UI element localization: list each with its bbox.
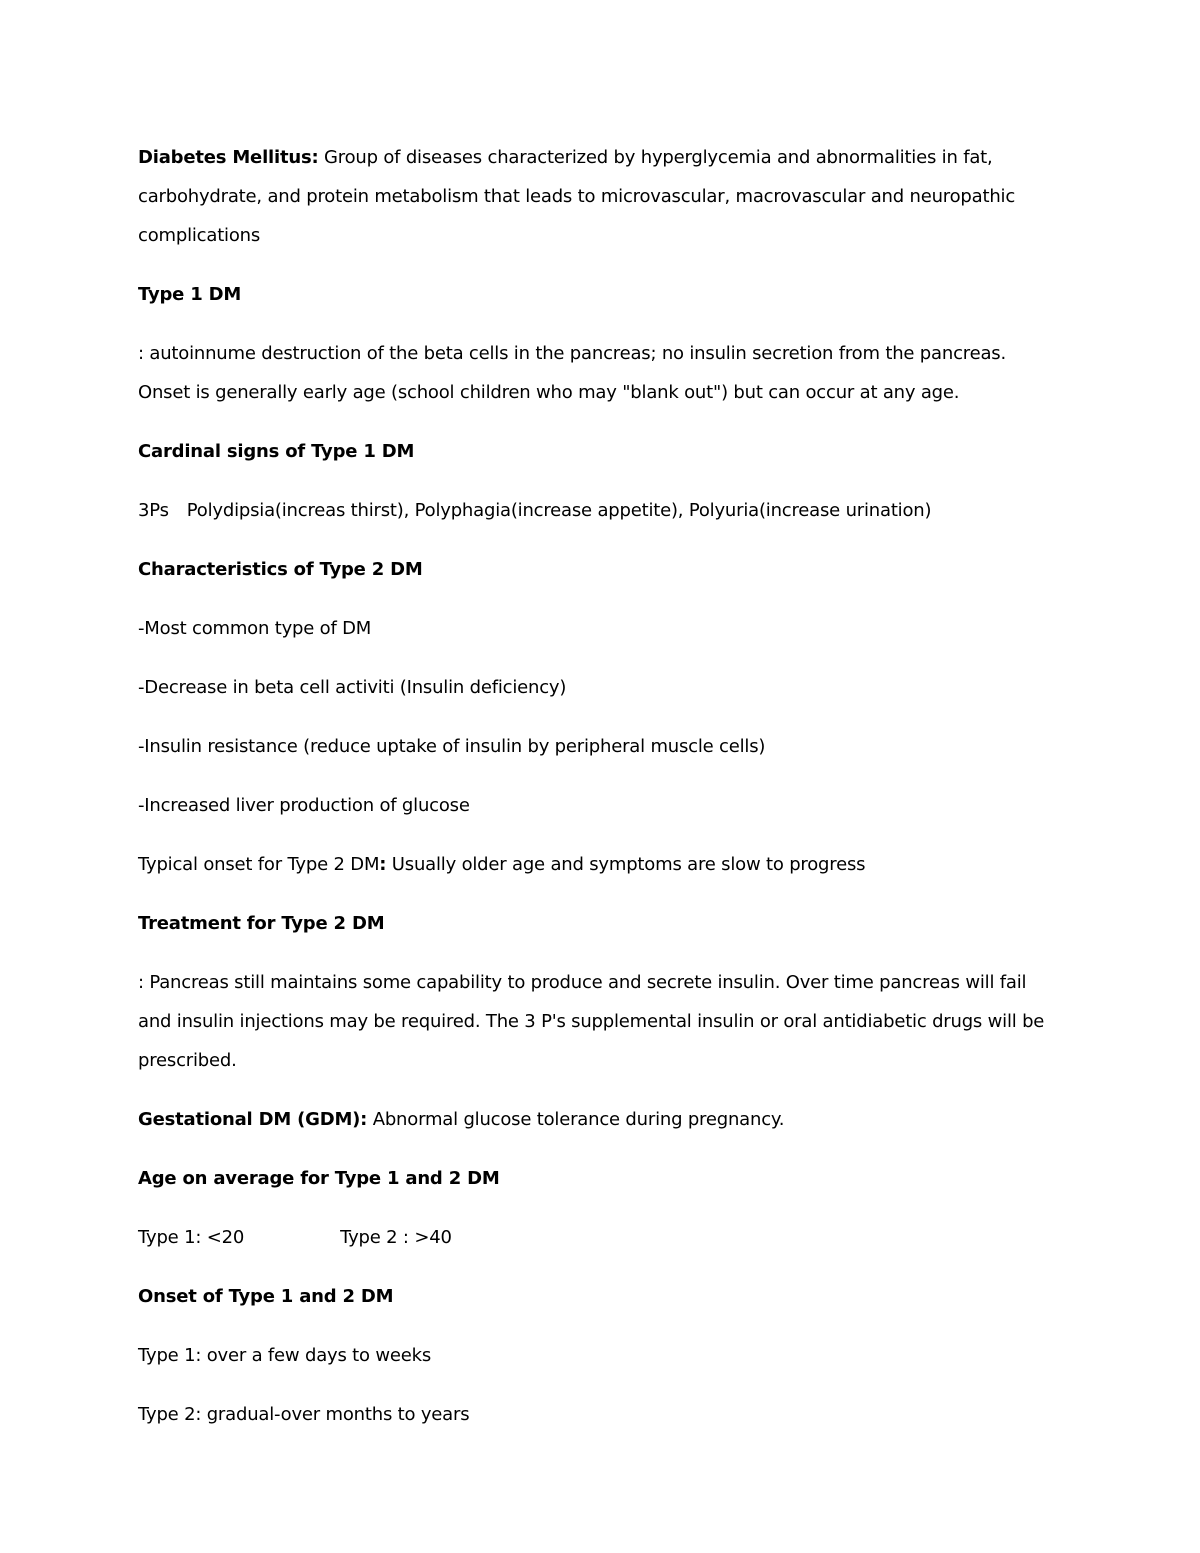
cardinal-signs-paragraph: [138, 491, 1058, 530]
type2-characteristics-heading: Characteristics of Type 2 DM: [138, 559, 423, 580]
treatment-text: : Pancreas still maintains some capability to produce and secrete insulin. Over time pancreas will fail and insulin injections may be required. The 3 P's supplemental insulin or oral antidiabetic drugs will be prescribed.: [138, 972, 1045, 1071]
onset-heading: Onset of Type 1 and 2 DM: [138, 1286, 394, 1307]
onset-type2-text: gradual-over months to years: [201, 1404, 470, 1425]
onset-type2-label: Type 2:: [138, 1404, 202, 1425]
onset-type1-text: over a few days to weeks: [201, 1345, 432, 1366]
age-average-paragraph: [138, 1218, 1058, 1257]
gestational-text: Abnormal glucose tolerance during pregnancy.: [367, 1109, 785, 1130]
age-average-heading: Age on average for Type 1 and 2 DM: [138, 1168, 500, 1189]
cardinal-signs-label: 3Ps: [138, 500, 169, 521]
definition-paragraph: [138, 138, 1058, 255]
age-average-type2: Type 2 : >40: [340, 1227, 452, 1248]
type2-characteristic-item: -Most common type of DM: [138, 618, 372, 639]
document-page: [138, 138, 1058, 1454]
definition-term: Diabetes Mellitus:: [138, 147, 319, 168]
type1-text: : autoinnume destruction of the beta cells in the pancreas; no insulin secretion from the pancreas. Onset is generally early age (school children who may "blank out") but can occur at any age.: [138, 343, 1006, 403]
onset-type1-paragraph: [138, 1336, 1058, 1375]
gestational-term: Gestational DM (GDM):: [138, 1109, 368, 1130]
cardinal-signs-heading: Cardinal signs of Type 1 DM: [138, 441, 415, 462]
typical-onset-paragraph: [138, 845, 1058, 884]
gestational-paragraph: [138, 1100, 1058, 1139]
cardinal-signs-text: Polydipsia(increas thirst), Polyphagia(increase appetite), Polyuria(increase urination): [186, 500, 932, 521]
type2-characteristic-item: -Increased liver production of glucose: [138, 795, 470, 816]
type2-characteristic-item: -Insulin resistance (reduce uptake of insulin by peripheral muscle cells): [138, 736, 766, 757]
typical-onset-text: Usually older age and symptoms are slow to progress: [386, 854, 866, 875]
age-average-type1: Type 1: <20: [138, 1227, 245, 1248]
definition-text: Group of diseases characterized by hyperglycemia and abnormalities in fat, carbohydrate, and protein metabolism that leads to microvascular, macrovascular and neuropathic complications: [138, 147, 1016, 246]
typical-onset-colon: :: [379, 854, 387, 875]
type2-characteristic-item: -Decrease in beta cell activiti (Insulin deficiency): [138, 677, 567, 698]
treatment-heading: Treatment for Type 2 DM: [138, 913, 385, 934]
onset-type1-label: Type 1:: [138, 1345, 202, 1366]
type1-heading: Type 1 DM: [138, 284, 242, 305]
typical-onset-label: Typical onset for Type 2 DM: [138, 854, 380, 875]
onset-type2-paragraph: [138, 1395, 1058, 1434]
